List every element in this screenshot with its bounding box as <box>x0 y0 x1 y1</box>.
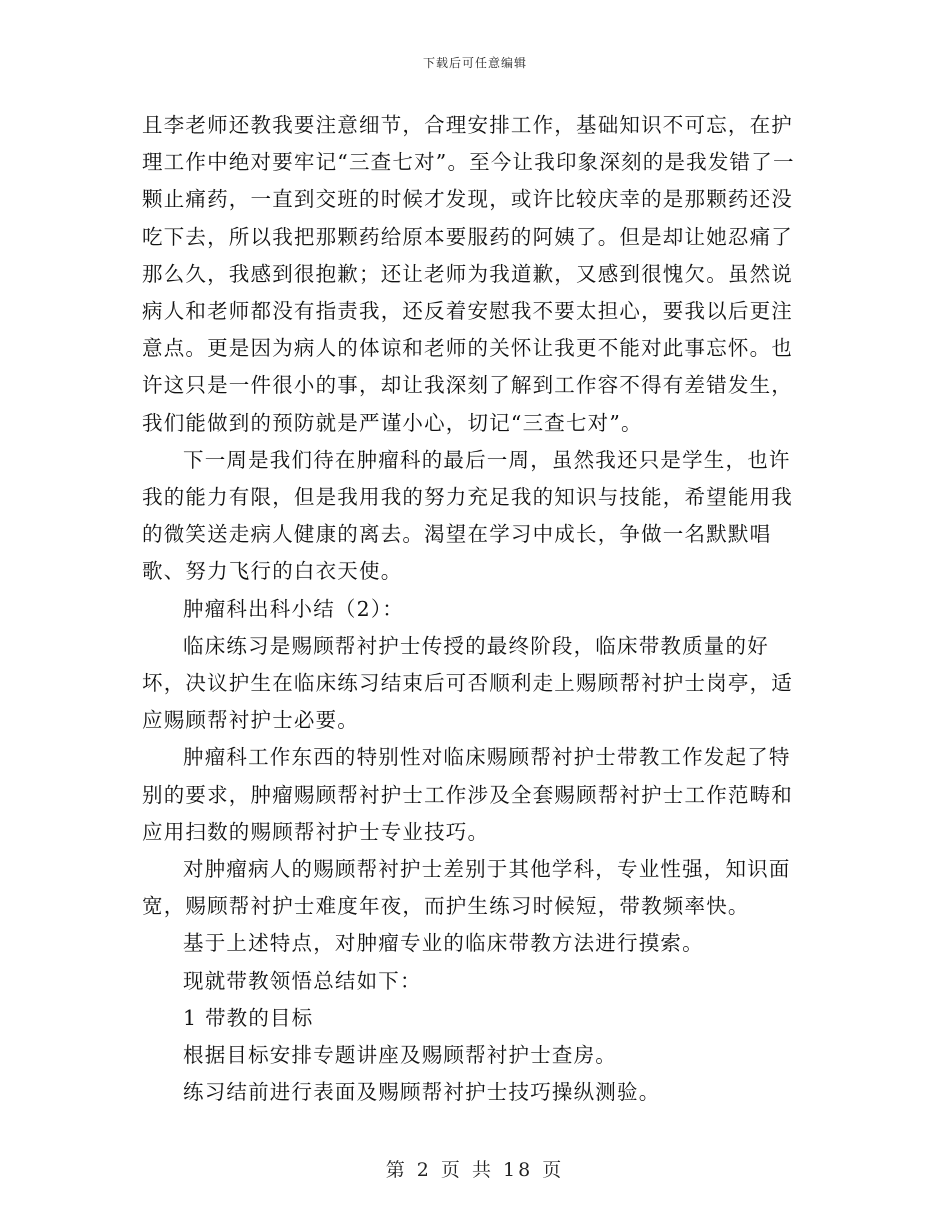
page-number: 第 2 页 共 18 页 <box>385 1159 565 1181</box>
paragraph-teaching-method: 基于上述特点，对肿瘤专业的临床带教方法进行摸索。 <box>183 931 704 956</box>
paragraph-oncology-nursing: 对肿瘤病人的赐顾帮衬护士差别于其他学科，专业性强，知识面宽，赐顾帮衬护士难度年夜，而护生练习时候短，带教频率快。 <box>142 857 791 919</box>
paragraph-lectures: 根据目标安排专题讲座及赐顾帮衬护士查房。 <box>183 1043 617 1068</box>
document-body <box>142 107 810 1111</box>
page-header: 下载后可任意编辑 <box>422 56 527 70</box>
paragraph-clinical-practice: 临床练习是赐顾帮衬护士传授的最终阶段，临床带教质量的好坏，决议护生在临床练习结束后可否顺利走上赐顾帮衬护士岗亭，适应赐顾帮衬护士必要。 <box>142 633 793 733</box>
paragraph-exams: 练习结前进行表面及赐顾帮衬护士技巧操纵测验。 <box>183 1080 661 1105</box>
paragraph-continuation: 且李老师还教我要注意细节，合理安排工作，基础知识不可忘，在护理工作中绝对要牢记“三查七对”。至今让我印象深刻的是我发错了一颗止痛药，一直到交班的时候才发现，或许比较庆幸的是那颗药还没吃下去，所以我把那颗药给原本要服药的阿姨了。但是却让她忍痛了那么久，我感到很抱歉；还让老师为我道歉，又感到很愧欠。虽然说病人和老师都没有指责我，还反着安慰我不要太担心，要我以后更注意点。更是因为病人的体谅和老师的关怀让我更不能对此事忘怀。也许这只是一件很小的事，却让我深刻了解到工作容不得有差错发生，我们能做到的预防就是严谨小心，切记“三查七对”。 <box>142 113 795 435</box>
paragraph-summary-intro: 现就带教领悟总结如下： <box>183 968 422 993</box>
paragraph-final-week: 下一周是我们待在肿瘤科的最后一周，虽然我还只是学生，也许我的能力有限，但是我用我的努力充足我的知识与技能，希望能用我的微笑送走病人健康的离去。渴望在学习中成长，争做一名默默唱歌、努力飞行的白衣天使。 <box>142 447 793 584</box>
subheading-teaching-goals: 1 带教的目标 <box>183 1005 314 1030</box>
section-heading-summary-2: 肿瘤科出科小结（2）： <box>183 596 404 621</box>
paragraph-oncology-requirements: 肿瘤科工作东西的特别性对临床赐顾帮衬护士带教工作发起了特别的要求，肿瘤赐顾帮衬护士工作涉及全套赐顾帮衬护士工作范畴和应用扫数的赐顾帮衬护士专业技巧。 <box>142 745 793 844</box>
